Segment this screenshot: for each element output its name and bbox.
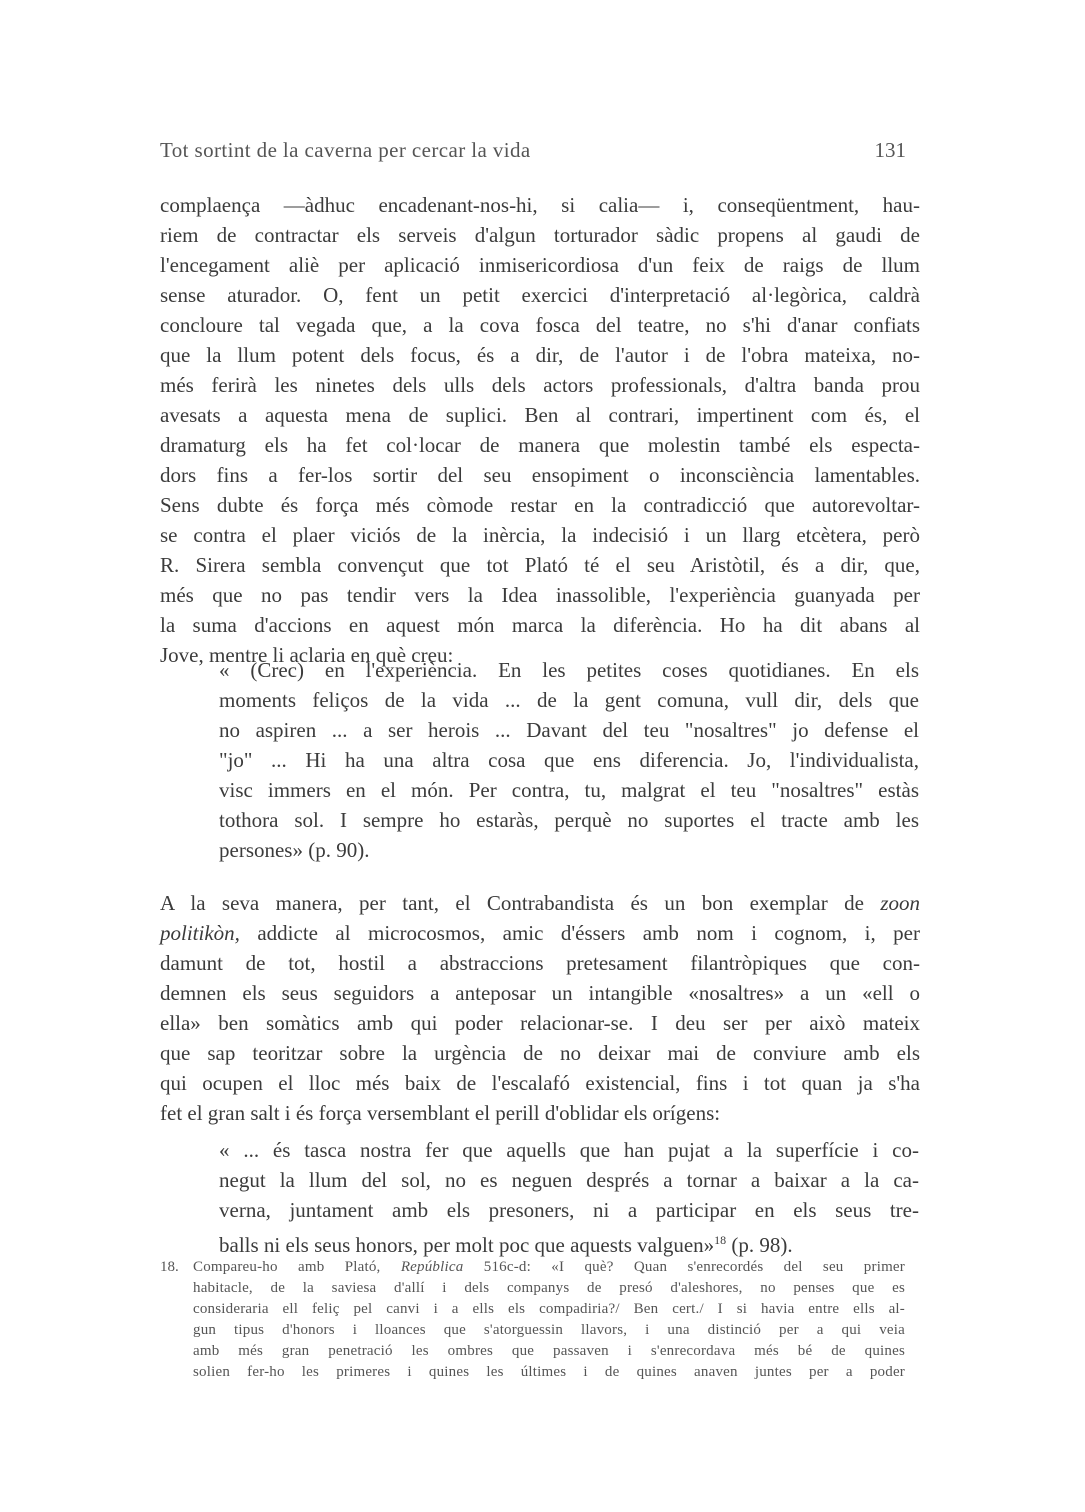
quote-line: moments feliços de la vida ... de la gent comuna, vull dir, dels que <box>219 688 919 712</box>
text-line: Jove, mentre li aclaria en què creu: <box>160 643 454 667</box>
text-line: riem de contractar els serveis d'algun torturador sàdic propens al gaudi de <box>160 223 920 247</box>
quote-line: « ... és tasca nostra fer que aquells que han pujat a la superfície i co- <box>219 1138 919 1162</box>
quote-line: visc immers en el món. Per contra, tu, malgrat el teu "nosaltres" estàs <box>219 778 919 802</box>
text-line: més que no pas tendir vers la Idea inassolible, l'experiència guanyada per <box>160 583 920 607</box>
footnote-line <box>193 1257 905 1277</box>
running-header <box>160 138 920 172</box>
text-line <box>160 888 920 918</box>
italic-term: politikòn, <box>160 921 240 945</box>
quote-line: no aspiren ... a ser herois ... Davant del teu "nosaltres" jo defense el <box>219 718 919 742</box>
footnote-line: habitacle, de la saviesa d'allí i dels companys de presó d'aleshores, no penses que es <box>193 1280 905 1296</box>
text-line: R. Sirera sembla convençut que tot Plató té el seu Aristòtil, és a dir, que, <box>160 553 920 577</box>
quote-line: negut la llum del sol, no es neguen després a tornar a baixar a la ca- <box>219 1168 919 1192</box>
text-line: sense aturador. O, fent un petit exercici d'interpretació al·legòrica, caldrà <box>160 283 920 307</box>
text-line: l'encegament aliè per aplicació inmisericordiosa d'un feix de raigs de llum <box>160 253 920 277</box>
text-line: que la llum potent dels focus, és a dir, de l'autor i de l'obra mateixa, no- <box>160 343 920 367</box>
text-line <box>160 918 920 948</box>
text-line: dors fins a fer-los sortir del seu ensopiment o inconsciència lamentables. <box>160 463 920 487</box>
page-number: 131 <box>874 138 906 162</box>
text-line: qui ocupen el lloc més baix de l'escalafó existencial, fins i tot quan ja s'ha <box>160 1071 920 1095</box>
text-line: complaença —àdhuc encadenant-nos-hi, si calia— i, conseqüentment, hau- <box>160 193 920 217</box>
running-title: Tot sortint de la caverna per cercar la vida <box>160 138 531 162</box>
quote-line: « (Crec) en l'experiència. En les petites coses quotidianes. En els <box>219 658 919 682</box>
footnote-reference: 18 <box>714 1233 727 1247</box>
text-line: dramaturg els ha fet col·locar de manera que molestin també els especta- <box>160 433 920 457</box>
text-line: concloure tal vegada que, a la cova fosca del teatre, no s'hi d'anar confiats <box>160 313 920 337</box>
text-line: fet el gran salt i és força versemblant el perill d'oblidar els orígens: <box>160 1101 721 1125</box>
italic-term: zoon <box>880 891 920 915</box>
footnote-line: amb més gran penetració les ombres que passaven i s'enrecordava més bé de quines <box>193 1343 905 1359</box>
footnote-line: gun tipus d'honors i lloances que s'atorguessin llavors, i una distinció per a qui veia <box>193 1322 905 1338</box>
quote-line: persones» (p. 90). <box>219 838 370 862</box>
italic-term: República <box>400 1259 464 1275</box>
text-line: avesats a aquesta mena de suplici. Ben al contrari, impertinent com és, el <box>160 403 920 427</box>
footnote-line: consideraria ell feliç pel canvi i a ells els compadiria?/ Ben cert./ I si havia entre ells al- <box>193 1301 905 1317</box>
text-line: que sap teoritzar sobre la urgència de no deixar mai de conviure amb els <box>160 1041 920 1065</box>
quote-line: tothora sol. I sempre ho estaràs, perquè no suportes el tracte amb les <box>219 808 919 832</box>
text-line: ella» ben somàtics amb qui poder relacionar-se. I deu ser per això mateix <box>160 1011 920 1035</box>
text-line: Sens dubte és força més còmode restar en la contradicció que autorevoltar- <box>160 493 920 517</box>
text-line: se contra el plaer viciós de la inèrcia, la indecisió i un llarg etcètera, però <box>160 523 920 547</box>
footnote-number: 18. <box>160 1259 179 1275</box>
text-segment: balls ni els seus honors, per molt poc que aquests valguen» <box>219 1233 715 1257</box>
text-segment: A la seva manera, per tant, el Contrabandista és un bon exemplar de <box>160 891 881 915</box>
text-line: demnen els seus seguidors a anteposar un intangible «nosaltres» a un «ell o <box>160 981 920 1005</box>
citation: (p. 98). <box>726 1233 793 1257</box>
text-segment: 516c-d: «I què? Quan s'enrecordés del seu primer <box>463 1259 905 1275</box>
quote-line <box>219 1225 919 1255</box>
text-line: damunt de tot, hostil a abstraccions pretesament filantròpiques que con- <box>160 951 920 975</box>
footnote-line: solien fer-ho les primeres i quines les últimes i de quines anaven juntes per a poder <box>193 1364 905 1380</box>
text-line: la suma d'accions en aquest món marca la diferència. Ho ha dit abans al <box>160 613 920 637</box>
text-segment: Compareu-ho amb Plató, <box>193 1259 401 1275</box>
quote-line: verna, juntament amb els presoners, ni a participar en els seus tre- <box>219 1198 919 1222</box>
quote-line: "jo" ... Hi ha una altra cosa que ens diferencia. Jo, l'individualista, <box>219 748 919 772</box>
text-segment: addicte al microcosmos, amic d'éssers amb nom i cognom, i, per <box>239 921 920 945</box>
text-line: més ferirà les ninetes dels ulls dels actors professionals, d'altra banda prou <box>160 373 920 397</box>
